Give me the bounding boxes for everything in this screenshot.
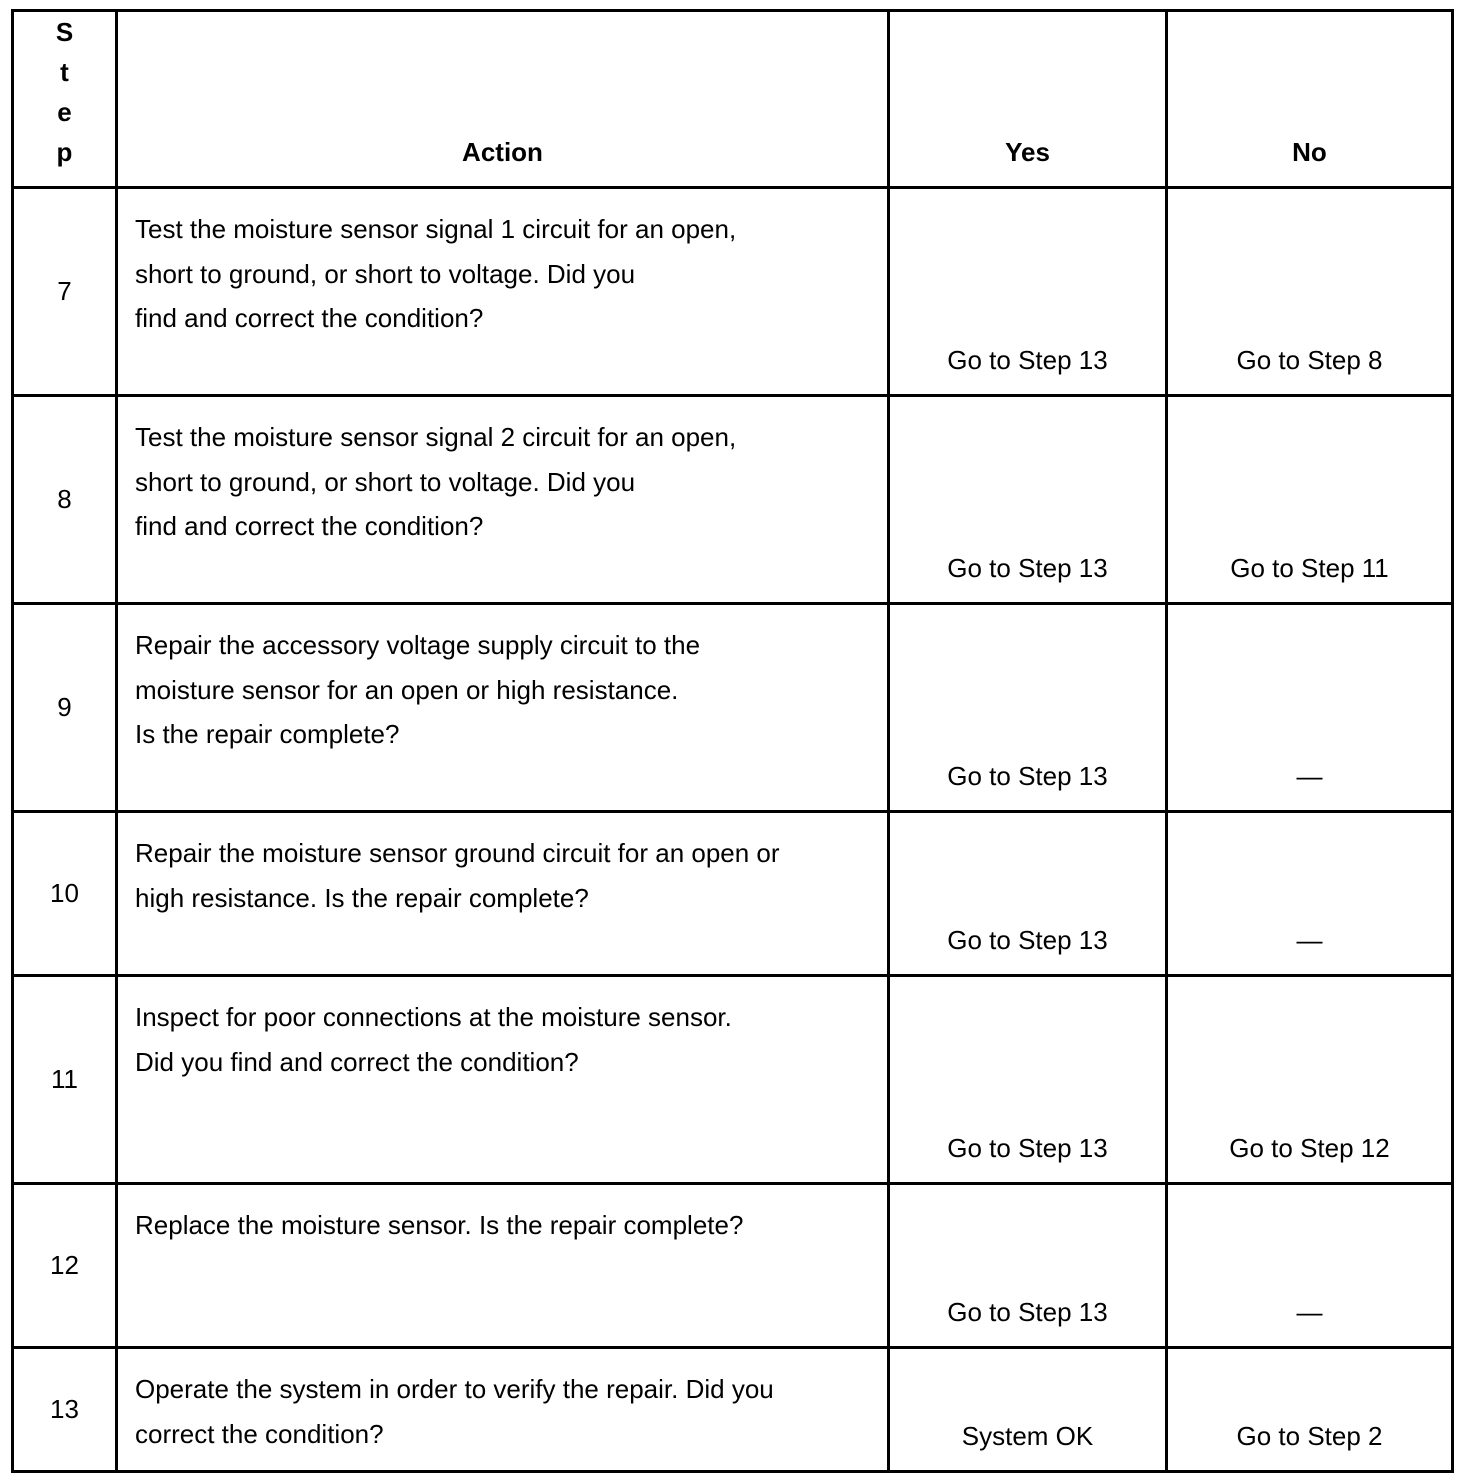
action-cell [117, 812, 889, 976]
table-row [13, 1184, 1453, 1348]
action-cell [117, 976, 889, 1184]
action-text-line: short to ground, or short to voltage. Did you [135, 258, 636, 289]
action-text-line: Operate the system in order to verify the repair. Did you [135, 1374, 774, 1404]
yes-result: Go to Step 13 [889, 396, 1167, 604]
yes-result: Go to Step 13 [889, 976, 1167, 1184]
yes-result: Go to Step 13 [889, 1184, 1167, 1348]
step-number: 7 [13, 188, 117, 396]
action-column-header: Action [117, 11, 889, 188]
yes-result: System OK [889, 1348, 1167, 1472]
no-result: — [1167, 812, 1453, 976]
action-cell [117, 396, 889, 604]
no-result: Go to Step 2 [1167, 1348, 1453, 1472]
action-cell [117, 1348, 889, 1472]
step-number: 11 [13, 976, 117, 1184]
no-result: Go to Step 11 [1167, 396, 1453, 604]
table-row [13, 976, 1453, 1184]
action-cell [117, 1184, 889, 1348]
action-text-line: Repair the accessory voltage supply circuit to the [135, 630, 701, 660]
yes-result: Go to Step 13 [889, 604, 1167, 812]
yes-result: Go to Step 13 [889, 188, 1167, 396]
step-number: 10 [13, 812, 117, 976]
action-cell [117, 188, 889, 396]
step-number: 12 [13, 1184, 117, 1348]
table-row [13, 188, 1453, 396]
action-cell [117, 604, 889, 812]
yes-column-header: Yes [889, 11, 1167, 188]
no-result: — [1167, 604, 1453, 812]
action-text-line: short to ground, or short to voltage. Did you [135, 466, 636, 497]
action-text-line: Replace the moisture sensor. Is the repair complete? [135, 1210, 744, 1240]
action-text-line: find and correct the condition? [135, 511, 484, 541]
step-number: 13 [13, 1348, 117, 1472]
table-row [13, 1348, 1453, 1472]
step-column-header: Step [13, 11, 117, 188]
action-text-line: Repair the moisture sensor ground circuit for an open or [135, 838, 780, 868]
step-number: 9 [13, 604, 117, 812]
action-text-line: find and correct the condition? [135, 303, 484, 333]
table-row [13, 396, 1453, 604]
no-column-header: No [1167, 11, 1453, 188]
action-text-line: correct the condition? [135, 1418, 384, 1449]
header-row [13, 11, 1453, 188]
no-result: Go to Step 12 [1167, 976, 1453, 1184]
action-text-line: Test the moisture sensor signal 1 circuit for an open, [135, 214, 737, 244]
action-text-line: Inspect for poor connections at the moisture sensor. [135, 1002, 732, 1032]
no-result: — [1167, 1184, 1453, 1348]
yes-result: Go to Step 13 [889, 812, 1167, 976]
table-row [13, 812, 1453, 976]
diagnostic-step-table [11, 9, 1454, 1473]
action-text-line: Did you find and correct the condition? [135, 1046, 579, 1077]
action-text-line: high resistance. Is the repair complete? [135, 882, 589, 913]
action-text-line: moisture sensor for an open or high resistance. [135, 674, 679, 705]
table-row [13, 604, 1453, 812]
action-text-line: Is the repair complete? [135, 719, 400, 749]
step-number: 8 [13, 396, 117, 604]
no-result: Go to Step 8 [1167, 188, 1453, 396]
action-text-line: Test the moisture sensor signal 2 circuit for an open, [135, 422, 737, 452]
